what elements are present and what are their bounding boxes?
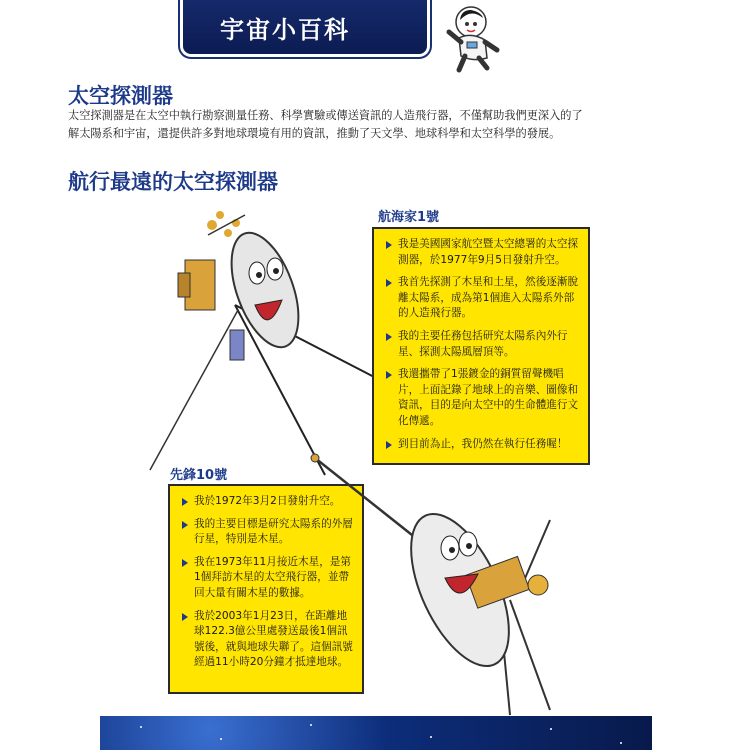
header-banner (183, 0, 427, 54)
banner-title: 宇宙小百科 (220, 16, 350, 44)
section-title-farthest-probes: 航行最遠的太空探測器 (68, 170, 278, 194)
voyager-fact-4: 我還攜帶了1張鍍金的銅質留聲機唱片，上面記錄了地球上的音樂、圖像和資訊，目的是向太空中的生命體進行文化傳遞。 (398, 368, 579, 427)
pioneer-fact-4: 我於2003年1月23日，在距離地球122.3億公里處發送最後1個訊號後，就與地球失聯了。這個訊號經過11小時20分鐘才抵達地球。 (194, 609, 353, 669)
voyager-probe-illustration (150, 185, 390, 475)
triangle-bullet-icon (182, 613, 188, 621)
section-title-space-probe: 太空探測器 (68, 84, 173, 108)
triangle-bullet-icon (386, 371, 392, 379)
list-item (386, 237, 582, 268)
pioneer-fact-2: 我的主要目標是研究太陽系的外層行星，特別是木星。 (194, 517, 353, 546)
triangle-bullet-icon (182, 559, 188, 567)
space-background-strip (100, 716, 652, 750)
voyager-facts-list (374, 229, 588, 452)
pioneer-fact-1: 我於1972年3月2日發射升空。 (194, 495, 341, 507)
voyager-facts-card (372, 227, 590, 465)
list-item (386, 275, 582, 322)
triangle-bullet-icon (386, 241, 392, 249)
triangle-bullet-icon (386, 441, 392, 449)
list-item (386, 329, 582, 360)
pioneer-fact-3: 我在1973年11月接近木星，是第1個拜訪木星的太空飛行器，並帶回大量有關木星的數據。 (194, 555, 351, 599)
voyager-fact-3: 我的主要任務包括研究太陽系內外行星、探測太陽風層頂等。 (398, 329, 568, 358)
list-item (386, 367, 582, 429)
triangle-bullet-icon (182, 521, 188, 529)
voyager-fact-1: 我是美國國家航空暨太空總署的太空探測器，於1977年9月5日發射升空。 (398, 238, 579, 266)
intro-paragraph: 太空探測器是在太空中執行勘察測量任務、科學實驗或傳送資訊的人造飛行器，不僅幫助我們更深入的了解太陽系和宇宙，還提供許多對地球環境有用的資訊，推動了天文學、地球科學和太空科學的發展。 (68, 109, 583, 140)
triangle-bullet-icon (386, 333, 392, 341)
voyager-label: 航海家1號 (378, 210, 440, 225)
pioneer-label: 先鋒10號 (170, 468, 228, 483)
triangle-bullet-icon (182, 498, 188, 506)
voyager-fact-5: 到目前為止，我仍然在執行任務喔！ (398, 437, 568, 450)
triangle-bullet-icon (386, 279, 392, 287)
voyager-fact-2: 我首先探測了木星和土星，然後逐漸脫離太陽系，成為第1個進入太陽系外部的人造飛行器。 (398, 276, 579, 320)
astronaut-mascot-icon (443, 2, 503, 72)
pioneer-probe-illustration (310, 450, 570, 720)
